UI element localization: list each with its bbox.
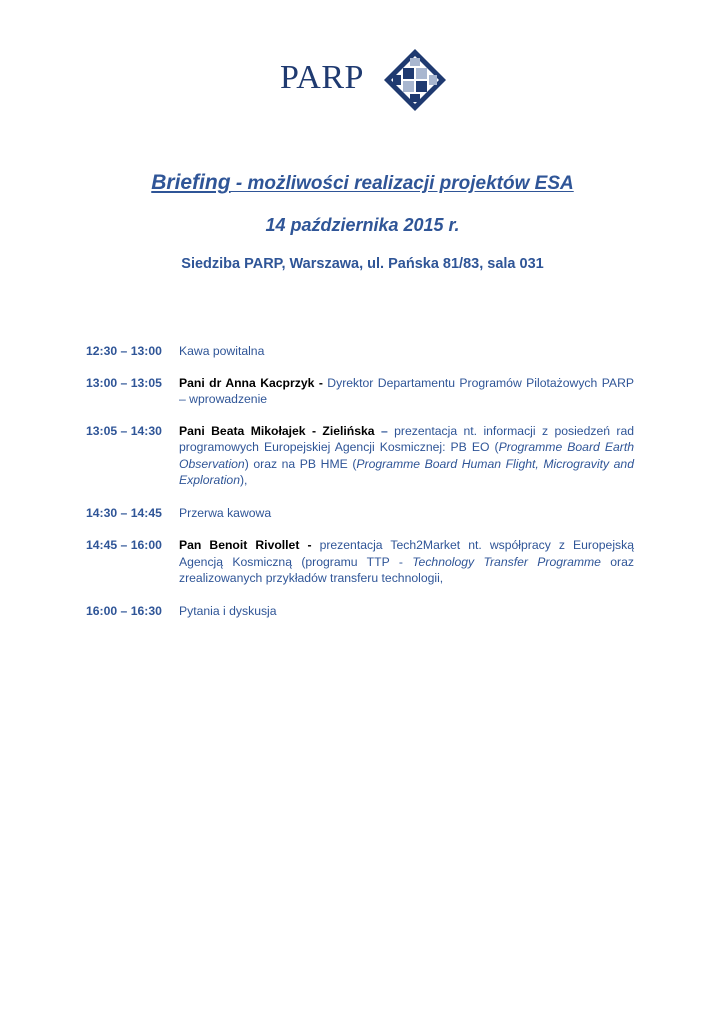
agenda-description (179, 375, 634, 408)
title-rest: - możliwości realizacji projektów ESA (230, 173, 574, 194)
agenda-time: 16:00 – 16:30 (86, 603, 162, 618)
agenda-text: ) oraz na PB HME ( (244, 456, 357, 471)
agenda-text: Pytania i dyskusja (179, 603, 277, 618)
speaker-name: Pani Beata Mikołajek - Zielińska (179, 423, 375, 438)
agenda-description (179, 603, 634, 620)
parp-logo (278, 46, 448, 112)
agenda-row (86, 505, 636, 522)
agenda-italic-text: Technology Transfer Programme (412, 554, 601, 569)
agenda-description (179, 343, 634, 360)
title-word: Briefing (151, 171, 231, 194)
speaker-name: Pani dr Anna Kacprzyk - (179, 375, 323, 390)
agenda-text: prezentacja Tech2Market nt. współpracy z Europejską Agencją Kosmiczną (programu TTP - (179, 538, 634, 569)
agenda-row (86, 537, 636, 587)
speaker-dash: – (374, 423, 388, 438)
agenda-italic-text: Programme Board Earth Observation (179, 440, 634, 471)
speaker-name: Pan Benoit Rivollet - (179, 538, 312, 552)
agenda-text: oraz zrealizowanych przykładów transferu technologii, (179, 554, 634, 585)
agenda-text: prezentacja nt. informacji z posiedzeń rad programowych Europejskiej Agencji Kosmicznej: PB EO ( (179, 423, 635, 454)
agenda (86, 343, 636, 619)
agenda-text: Dyrektor Departamentu Programów Pilotażowych PARP – wprowadzenie (179, 375, 634, 406)
agenda-text: ), (239, 473, 248, 487)
agenda-time: 13:00 – 13:05 (86, 375, 162, 390)
event-venue: Siedziba PARP, Warszawa, ul. Pańska 81/83, sala 031 (181, 256, 544, 272)
agenda-description (179, 537, 634, 587)
agenda-text: Przerwa kawowa (179, 505, 272, 520)
agenda-row (86, 343, 636, 360)
agenda-row (86, 603, 636, 620)
agenda-description (179, 505, 634, 522)
agenda-time: 14:45 – 16:00 (86, 538, 162, 552)
agenda-text: Kawa powitalna (179, 344, 265, 358)
logo-text: PARP (280, 59, 364, 96)
agenda-row (86, 423, 636, 489)
agenda-italic-text: Programme Board Human Flight, Microgravity and Exploration (179, 456, 634, 487)
parp-diamond-logo-icon (384, 49, 446, 111)
page-title (0, 170, 725, 197)
agenda-row (86, 375, 636, 408)
agenda-time: 13:05 – 14:30 (86, 423, 162, 438)
agenda-time: 14:30 – 14:45 (86, 505, 162, 520)
event-date: 14 października 2015 r. (265, 215, 460, 235)
agenda-description (179, 423, 634, 489)
agenda-time: 12:30 – 13:00 (86, 344, 162, 358)
